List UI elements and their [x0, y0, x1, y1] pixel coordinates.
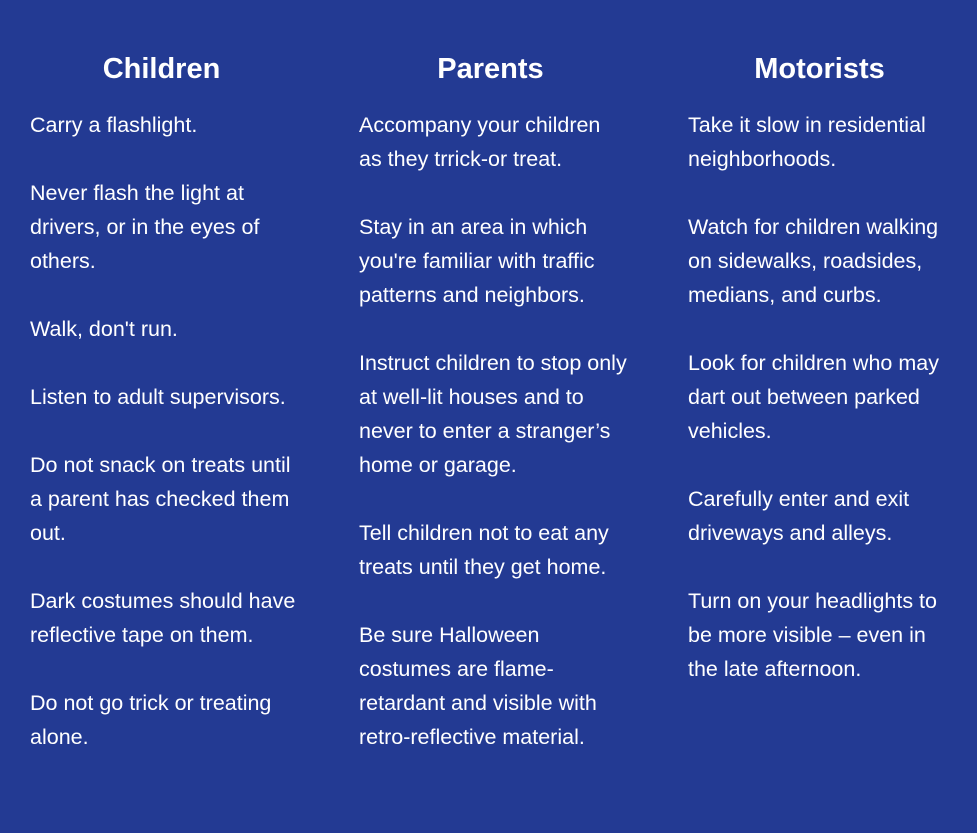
parents-tips-list: [359, 88, 639, 754]
motorists-tip: Look for children who may dart out between parked vehicles.: [688, 351, 939, 443]
motorists-tips-list: [688, 88, 968, 686]
motorists-tip: Turn on your headlights to be more visible – even in the late afternoon.: [688, 589, 937, 681]
motorists-tip: Watch for children walking on sidewalks, roadsides, medians, and curbs.: [688, 215, 939, 307]
parents-tip: Accompany your children as they trrick-or treat.: [359, 113, 601, 171]
parents-heading: Parents: [437, 53, 544, 85]
motorists-tip: Carefully enter and exit driveways and alleys.: [688, 487, 910, 545]
parents-column: [359, 0, 639, 833]
children-tip: Do not go trick or treating alone.: [30, 691, 272, 749]
motorists-column: [688, 0, 968, 833]
motorists-tip: Take it slow in residential neighborhoods.: [688, 113, 926, 171]
children-tip: Never flash the light at drivers, or in the eyes of others.: [30, 181, 260, 273]
parents-tip: Tell children not to eat any treats until they get home.: [359, 521, 609, 579]
children-tip: Dark costumes should have reflective tape on them.: [30, 589, 296, 647]
children-tip: Listen to adult supervisors.: [30, 385, 286, 409]
children-column: [30, 0, 310, 833]
motorists-heading: Motorists: [754, 53, 885, 85]
parents-tip: Stay in an area in which you're familiar with traffic patterns and neighbors.: [359, 215, 595, 307]
children-tips-list: [30, 88, 310, 754]
children-tip: Carry a flashlight.: [30, 113, 198, 137]
parents-tip: Be sure Halloween costumes are flame-retardant and visible with retro-reflective material.: [359, 623, 597, 749]
children-tip: Do not snack on treats until a parent has checked them out.: [30, 453, 291, 545]
children-heading: Children: [102, 53, 221, 85]
children-tip: Walk, don't run.: [30, 317, 178, 341]
parents-tip: Instruct children to stop only at well-lit houses and to never to enter a stranger’s home or garage.: [359, 351, 627, 477]
